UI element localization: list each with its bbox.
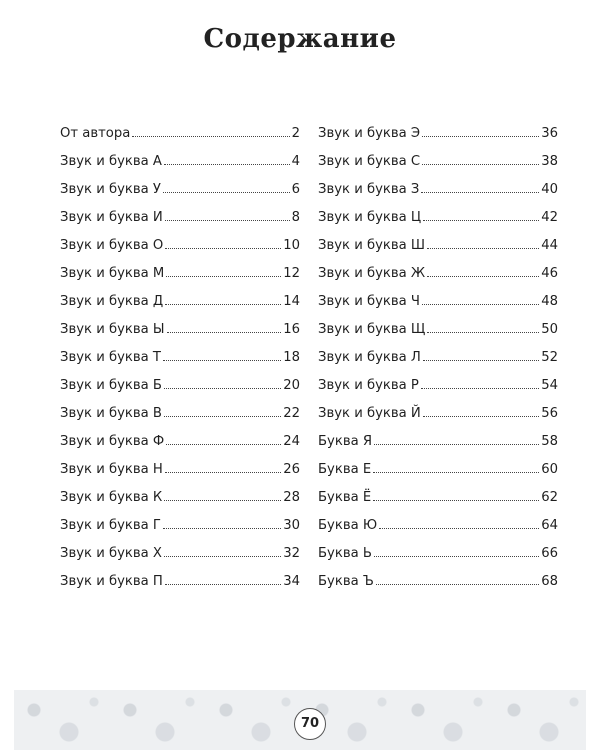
- toc-dot-leader: [421, 192, 539, 193]
- toc-entry-label: Буква Я: [318, 434, 373, 449]
- toc-entry-label: Звук и буква Б: [60, 378, 162, 393]
- toc-entry-page: 50: [541, 322, 558, 337]
- toc-entry-label: Звук и буква Х: [60, 546, 162, 561]
- toc-entry-label: Звук и буква Р: [318, 378, 419, 393]
- toc-entry: [60, 477, 300, 505]
- toc-entry-label: Звук и буква Щ: [318, 322, 426, 337]
- toc-entry-page: 12: [283, 266, 300, 281]
- toc-entry-page: 26: [283, 462, 300, 477]
- toc-entry: [60, 449, 300, 477]
- toc-dot-leader: [379, 528, 539, 529]
- toc-entry: [60, 169, 300, 197]
- toc-entry-page: 2: [291, 126, 300, 141]
- toc-entry-label: Буква Ю: [318, 518, 378, 533]
- toc-entry: [60, 505, 300, 533]
- toc-entry-page: 8: [291, 210, 300, 225]
- toc-dot-leader: [163, 192, 290, 193]
- toc-entry: [60, 113, 300, 141]
- toc-entry-page: 56: [541, 406, 558, 421]
- toc-entry: [318, 225, 558, 253]
- toc-entry-page: 46: [541, 266, 558, 281]
- toc-entry-page: 28: [283, 490, 300, 505]
- toc-entry-label: Звук и буква Н: [60, 462, 163, 477]
- toc-entry: [318, 253, 558, 281]
- toc-entry-page: 60: [541, 462, 558, 477]
- toc-entry-label: Звук и буква Ч: [318, 294, 420, 309]
- toc-dot-leader: [423, 360, 539, 361]
- toc-dot-leader: [164, 164, 290, 165]
- toc-entry: [60, 421, 300, 449]
- toc-dot-leader: [165, 304, 281, 305]
- toc-dot-leader: [165, 584, 281, 585]
- toc-entry-label: Звук и буква Ф: [60, 434, 165, 449]
- toc-entry: [318, 309, 558, 337]
- toc-entry: [318, 169, 558, 197]
- toc-entry-page: 4: [291, 154, 300, 169]
- toc-dot-leader: [423, 416, 539, 417]
- toc-entry-page: 16: [283, 322, 300, 337]
- toc-entry: [60, 197, 300, 225]
- toc-dot-leader: [164, 416, 281, 417]
- toc-entry-label: Звук и буква С: [318, 154, 421, 169]
- toc-entry-page: 24: [283, 434, 300, 449]
- toc-dot-leader: [423, 220, 539, 221]
- toc-column-right: [318, 113, 558, 589]
- toc-entry: [318, 141, 558, 169]
- toc-dot-leader: [164, 500, 281, 501]
- toc-entry: [318, 477, 558, 505]
- toc-entry-label: Звук и буква Э: [318, 126, 421, 141]
- toc-entry-label: Звук и буква М: [60, 266, 165, 281]
- toc-entry: [60, 253, 300, 281]
- toc-entry-page: 42: [541, 210, 558, 225]
- toc-entry-label: Звук и буква Ж: [318, 266, 426, 281]
- toc-entry-page: 14: [283, 294, 300, 309]
- toc-dot-leader: [164, 388, 281, 389]
- toc-entry-label: Звук и буква Д: [60, 294, 164, 309]
- toc-entry-page: 62: [541, 490, 558, 505]
- toc-entry-page: 68: [541, 574, 558, 589]
- toc-entry-page: 58: [541, 434, 558, 449]
- toc-dot-leader: [132, 136, 289, 137]
- toc-entry: [318, 281, 558, 309]
- toc-entry-page: 54: [541, 378, 558, 393]
- toc-entry: [318, 365, 558, 393]
- toc-entry: [60, 225, 300, 253]
- toc-entry-label: От автора: [60, 126, 131, 141]
- toc-dot-leader: [373, 472, 539, 473]
- toc-dot-leader: [166, 444, 281, 445]
- toc-entry-label: Буква Ъ: [318, 574, 374, 589]
- toc-entry: [318, 561, 558, 589]
- toc-dot-leader: [165, 472, 281, 473]
- toc-entry-page: 32: [283, 546, 300, 561]
- toc-dot-leader: [422, 136, 539, 137]
- toc-entry-label: Звук и буква О: [60, 238, 164, 253]
- toc-entry-label: Звук и буква Т: [60, 350, 161, 365]
- toc-entry-page: 64: [541, 518, 558, 533]
- toc-entry: [318, 113, 558, 141]
- toc-entry: [318, 505, 558, 533]
- toc-entry-label: Звук и буква З: [318, 182, 420, 197]
- toc-entry-page: 38: [541, 154, 558, 169]
- toc-entry-page: 36: [541, 126, 558, 141]
- toc-column-left: [60, 113, 300, 589]
- toc-entry-label: Звук и буква К: [60, 490, 163, 505]
- toc-entry-page: 10: [283, 238, 300, 253]
- toc-entry-label: Звук и буква Ш: [318, 238, 426, 253]
- toc-dot-leader: [427, 248, 539, 249]
- toc-entry-page: 52: [541, 350, 558, 365]
- toc-entry-page: 48: [541, 294, 558, 309]
- toc-dot-leader: [163, 528, 281, 529]
- toc-entry-page: 20: [283, 378, 300, 393]
- toc-entry-label: Звук и буква П: [60, 574, 163, 589]
- toc-entry-label: Звук и буква Г: [60, 518, 161, 533]
- toc-entry: [60, 337, 300, 365]
- toc-entry: [318, 393, 558, 421]
- toc-entry-label: Звук и буква У: [60, 182, 161, 197]
- toc-entry-label: Звук и буква Ы: [60, 322, 165, 337]
- toc-entry-label: Звук и буква Й: [318, 406, 421, 421]
- toc-dot-leader: [164, 556, 281, 557]
- toc-entry-page: 44: [541, 238, 558, 253]
- toc-entry-page: 34: [283, 574, 300, 589]
- toc-entry: [318, 449, 558, 477]
- toc-entry-page: 18: [283, 350, 300, 365]
- toc-entry-page: 66: [541, 546, 558, 561]
- toc-dot-leader: [374, 444, 539, 445]
- toc-entry-label: Буква Ь: [318, 546, 372, 561]
- toc-dot-leader: [376, 584, 539, 585]
- toc-entry-page: 30: [283, 518, 300, 533]
- page-number: 70: [294, 708, 326, 740]
- toc-dot-leader: [165, 220, 290, 221]
- toc-dot-leader: [374, 556, 539, 557]
- toc-entry: [60, 141, 300, 169]
- toc-dot-leader: [165, 248, 281, 249]
- page-title: Содержание: [203, 24, 397, 54]
- toc-dot-leader: [166, 276, 281, 277]
- toc-dot-leader: [422, 164, 539, 165]
- toc-entry-label: Звук и буква Л: [318, 350, 421, 365]
- toc-entry: [60, 281, 300, 309]
- toc-entry: [318, 421, 558, 449]
- toc-entry: [60, 309, 300, 337]
- toc-entry-page: 6: [291, 182, 300, 197]
- toc-entry-page: 22: [283, 406, 300, 421]
- toc-entry-label: Звук и буква Ц: [318, 210, 422, 225]
- toc-entry-label: Буква Ё: [318, 490, 372, 505]
- toc-entry: [318, 337, 558, 365]
- toc-entry: [318, 533, 558, 561]
- toc-dot-leader: [421, 388, 539, 389]
- toc-entry: [60, 393, 300, 421]
- toc-entry-label: Звук и буква И: [60, 210, 163, 225]
- toc-dot-leader: [422, 304, 539, 305]
- toc-dot-leader: [373, 500, 539, 501]
- toc-entry-label: Звук и буква А: [60, 154, 162, 169]
- toc-entry: [60, 365, 300, 393]
- toc-dot-leader: [167, 332, 282, 333]
- toc-dot-leader: [427, 276, 539, 277]
- toc-entry-label: Звук и буква В: [60, 406, 162, 421]
- toc-entry: [60, 561, 300, 589]
- toc-entry: [318, 197, 558, 225]
- toc-entry-page: 40: [541, 182, 558, 197]
- toc-dot-leader: [427, 332, 539, 333]
- toc-dot-leader: [163, 360, 281, 361]
- toc-entry-label: Буква Е: [318, 462, 372, 477]
- toc-entry: [60, 533, 300, 561]
